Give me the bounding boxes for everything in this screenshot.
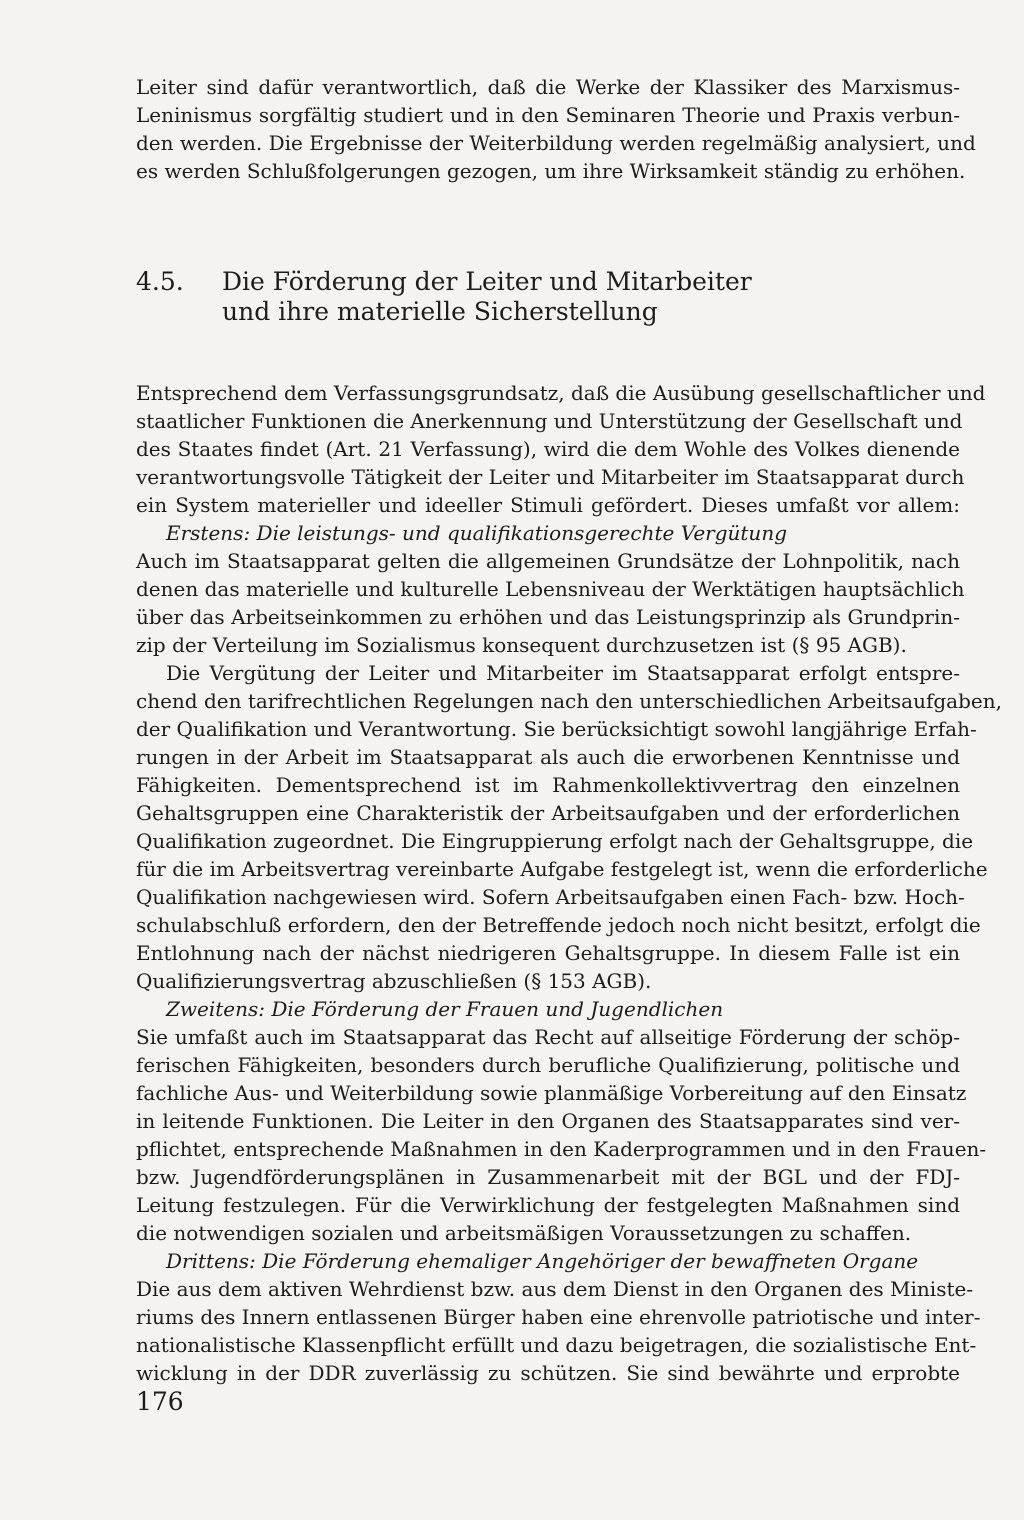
body-line: Auch im Staatsapparat gelten die allgemeinen Grundsätze der Lohnpolitik, nach xyxy=(136,549,960,573)
body-line: Die aus dem aktiven Wehrdienst bzw. aus dem Dienst in den Organen des Ministe- xyxy=(136,1277,974,1301)
body-line: der Qualifikation und Verantwortung. Sie berücksichtigt sowohl langjährige Erfah- xyxy=(136,717,977,741)
body-line: in leitende Funktionen. Die Leiter in den Organen des Staatsapparates sind ver- xyxy=(136,1109,960,1133)
body-line: pflichtet, entsprechende Maßnahmen in den Kaderprogrammen und in den Frauen- xyxy=(136,1137,987,1161)
body-line: bzw. Jugendförderungsplänen in Zusammenarbeit mit der BGL und der FDJ- xyxy=(136,1165,960,1189)
body-line: wicklung in der DDR zuverlässig zu schützen. Sie sind bewährte und erprobte xyxy=(136,1361,960,1385)
page-number: 176 xyxy=(136,1387,184,1416)
body-line: Entsprechend dem Verfassungsgrundsatz, daß die Ausübung gesellschaftlicher und xyxy=(136,381,986,405)
body-line: nationalistische Klassenpflicht erfüllt und dazu beigetragen, die sozialistische Ent- xyxy=(136,1333,977,1357)
section-title-line-2: und ihre materielle Sicherstellung xyxy=(222,297,658,326)
intro-line-1: Leiter sind dafür verantwortlich, daß die Werke der Klassiker des Marxismus- xyxy=(136,75,960,99)
body-line: Sie umfaßt auch im Staatsapparat das Recht auf allseitige Förderung der schöp- xyxy=(136,1025,960,1049)
body-line: über das Arbeitseinkommen zu erhöhen und das Leistungsprinzip als Grundprin- xyxy=(136,605,960,629)
body-line: Fähigkeiten. Dementsprechend ist im Rahmenkollektivvertrag den einzelnen xyxy=(136,773,960,797)
body-line: Die Vergütung der Leiter und Mitarbeiter im Staatsapparat erfolgt entspre- xyxy=(166,661,960,685)
body-line: chend den tarifrechtlichen Regelungen nach den unterschiedlichen Arbeitsaufgaben, xyxy=(136,689,1002,713)
body-line: schulabschluß erfordern, den der Betreffende jedoch noch nicht besitzt, erfolgt die xyxy=(136,913,981,937)
paragraph-line xyxy=(0,155,1024,187)
body-line: Gehaltsgruppen eine Charakteristik der Arbeitsaufgaben und der erforderlichen xyxy=(136,801,960,825)
section-title-line-1: Die Förderung der Leiter und Mitarbeiter xyxy=(222,267,752,296)
body-line: die notwendigen sozialen und arbeitsmäßigen Voraussetzungen zu schaffen. xyxy=(136,1221,912,1245)
subheading-zweitens: Zweitens: Die Förderung der Frauen und Jugendlichen xyxy=(166,997,724,1021)
body-line: verantwortungsvolle Tätigkeit der Leiter und Mitarbeiter im Staatsapparat durch xyxy=(136,465,965,489)
body-line: Qualifikation zugeordnet. Die Eingruppierung erfolgt nach der Gehaltsgruppe, die xyxy=(136,829,974,853)
body-line: für die im Arbeitsvertrag vereinbarte Aufgabe festgelegt ist, wenn die erforderliche xyxy=(136,857,988,881)
body-line: Qualifikation nachgewiesen wird. Sofern Arbeitsaufgaben einen Fach- bzw. Hoch- xyxy=(136,885,965,909)
subheading-drittens: Drittens: Die Förderung ehemaliger Angehöriger der bewaffneten Organe xyxy=(166,1249,919,1273)
body-line: Qualifizierungsvertrag abzuschließen (§ 153 AGB). xyxy=(136,969,652,993)
body-line: zip der Verteilung im Sozialismus konsequent durchzusetzen ist (§ 95 AGB). xyxy=(136,633,907,657)
body-line: staatlicher Funktionen die Anerkennung und Unterstützung der Gesellschaft und xyxy=(136,409,963,433)
body-line: denen das materielle und kulturelle Lebensniveau der Werktätigen hauptsächlich xyxy=(136,577,965,601)
body-line: Leitung festzulegen. Für die Verwirklichung der festgelegten Maßnahmen sind xyxy=(136,1193,960,1217)
body-line: rungen in der Arbeit im Staatsapparat als auch die erworbenen Kenntnisse und xyxy=(136,745,960,769)
body-line: Entlohnung nach der nächst niedrigeren Gehaltsgruppe. In diesem Falle ist ein xyxy=(136,941,960,965)
body-line: ein System materieller und ideeller Stimuli gefördert. Dieses umfaßt vor allem: xyxy=(136,493,960,517)
paragraph-line xyxy=(0,1357,1024,1389)
section-number: 4.5. xyxy=(136,267,184,296)
body-line: des Staates findet (Art. 21 Verfassung), wird die dem Wohle des Volkes dienende xyxy=(136,437,960,461)
body-line: ferischen Fähigkeiten, besonders durch berufliche Qualifizierung, politische und xyxy=(136,1053,960,1077)
body-line: riums des Innern entlassenen Bürger haben eine ehrenvolle patriotische und inter- xyxy=(136,1305,981,1329)
intro-line-4: es werden Schlußfolgerungen gezogen, um ihre Wirksamkeit ständig zu erhöhen. xyxy=(136,159,966,183)
intro-line-3: den werden. Die Ergebnisse der Weiterbildung werden regelmäßig analysiert, und xyxy=(136,131,976,155)
intro-line-2: Leninismus sorgfältig studiert und in den Seminaren Theorie und Praxis verbun- xyxy=(136,103,960,127)
subheading-erstens: Erstens: Die leistungs- und qualifikationsgerechte Vergütung xyxy=(166,521,787,545)
body-line: fachliche Aus- und Weiterbildung sowie planmäßige Vorbereitung auf den Einsatz xyxy=(136,1081,967,1105)
